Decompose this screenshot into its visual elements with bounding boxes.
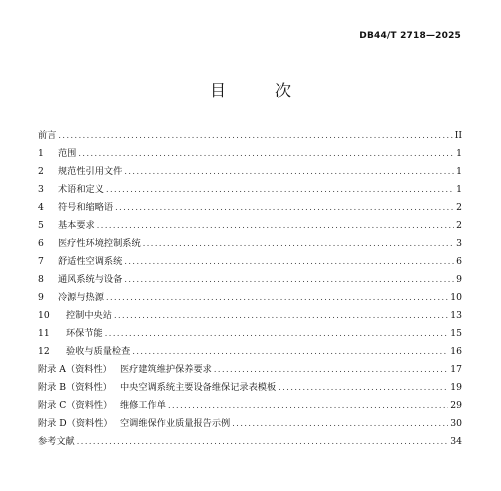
document-code: DB44/T 2718—2025: [359, 31, 461, 41]
toc-label: 验收与质量检查: [66, 346, 131, 357]
toc-label: 控制中央站: [66, 310, 112, 321]
toc-leader: [278, 379, 448, 397]
toc-section-number: 11: [38, 328, 50, 339]
toc-entry-1[interactable]: [38, 145, 462, 163]
toc-appendix-number: 附录 A（资料性）: [38, 364, 112, 375]
toc-page-number: 16: [450, 346, 462, 357]
toc-leader: [214, 361, 448, 379]
toc-section-number: 1: [38, 148, 44, 159]
toc-section-number: 3: [38, 184, 44, 195]
toc-leader: [106, 289, 448, 307]
toc-leader: [115, 199, 454, 217]
toc-page-number: 29: [450, 400, 462, 411]
toc-entry-3[interactable]: [38, 181, 462, 199]
toc-entry-9[interactable]: [38, 289, 462, 307]
toc-entry-12[interactable]: [38, 343, 462, 361]
toc-page-number: 19: [450, 382, 462, 393]
toc-section-number: 4: [38, 202, 44, 213]
toc-leader: [77, 433, 449, 451]
toc-leader: [58, 127, 452, 145]
toc-leader: [124, 163, 454, 181]
toc-entry-7[interactable]: [38, 253, 462, 271]
toc-appendix-number: 附录 D（资料性）: [38, 418, 113, 429]
toc-leader: [232, 415, 448, 433]
toc-label: 医疗性环境控制系统: [58, 238, 141, 249]
toc-label: 术语和定义: [58, 184, 104, 195]
toc-page-number: 9: [456, 274, 462, 285]
toc-leader: [132, 343, 448, 361]
toc-entry-appendix-d[interactable]: [38, 415, 462, 433]
toc-label: 基本要求: [58, 220, 95, 231]
toc-page-number: 13: [450, 310, 462, 321]
toc-section-number: 2: [38, 166, 44, 177]
toc-section-number: 12: [38, 346, 50, 357]
toc-label: 符号和缩略语: [58, 202, 114, 213]
toc-entry-8[interactable]: [38, 271, 462, 289]
toc-page-number: 3: [456, 238, 462, 249]
toc-label: 空调维保作业质量报告示例: [120, 418, 231, 429]
toc-label: 冷源与热源: [58, 292, 104, 303]
toc-leader: [143, 235, 454, 253]
toc-label: 通风系统与设备: [58, 274, 123, 285]
toc-section-number: 5: [38, 220, 44, 231]
toc-appendix-number: 附录 B（资料性）: [38, 382, 112, 393]
toc-leader: [105, 325, 449, 343]
toc-entry-preface[interactable]: [38, 127, 462, 145]
toc-page-number: 34: [450, 436, 462, 447]
toc-entry-appendix-b[interactable]: [38, 379, 462, 397]
toc-section-number: 6: [38, 238, 44, 249]
toc-label: 规范性引用文件: [58, 166, 123, 177]
toc-entry-references[interactable]: [38, 433, 462, 451]
toc-page-number: 10: [450, 292, 462, 303]
page-title: 目 次: [209, 81, 314, 100]
toc-entry-appendix-a[interactable]: [38, 361, 462, 379]
toc-label: 医疗建筑维护保养要求: [120, 364, 212, 375]
toc-leader: [78, 145, 454, 163]
toc-label: 范围: [58, 148, 77, 159]
toc-section-number: 8: [38, 274, 44, 285]
toc-page-number: 30: [450, 418, 462, 429]
toc-leader: [168, 397, 448, 415]
toc-leader: [124, 271, 454, 289]
toc-page-number: 2: [456, 202, 462, 213]
toc-section-number: 7: [38, 256, 44, 267]
toc-label: 参考文献: [38, 436, 75, 447]
toc-leader: [114, 307, 448, 325]
toc-page-number: 1: [456, 166, 462, 177]
toc-entry-4[interactable]: [38, 199, 462, 217]
toc-entry-11[interactable]: [38, 325, 462, 343]
toc-entry-appendix-c[interactable]: [38, 397, 462, 415]
toc-label: 舒适性空调系统: [58, 256, 123, 267]
toc-label: 前言: [38, 130, 57, 141]
toc-entry-6[interactable]: [38, 235, 462, 253]
toc-entry-2[interactable]: [38, 163, 462, 181]
table-of-contents: [38, 127, 462, 451]
toc-leader: [124, 253, 454, 271]
toc-section-number: 9: [38, 292, 44, 303]
toc-leader: [106, 181, 454, 199]
toc-page-number: 1: [456, 148, 462, 159]
toc-entry-5[interactable]: [38, 217, 462, 235]
toc-entry-10[interactable]: [38, 307, 462, 325]
toc-page-number: 17: [450, 364, 462, 375]
toc-page-number: 1: [456, 184, 462, 195]
toc-appendix-number: 附录 C（资料性）: [38, 400, 113, 411]
toc-page-number: 15: [450, 328, 462, 339]
toc-page-number: II: [454, 130, 462, 141]
toc-label: 维修工作单: [120, 400, 166, 411]
toc-section-number: 10: [38, 310, 50, 321]
toc-page-number: 2: [456, 220, 462, 231]
toc-page-number: 6: [456, 256, 462, 267]
toc-label: 环保节能: [66, 328, 103, 339]
toc-leader: [97, 217, 454, 235]
toc-label: 中央空调系统主要设备维保记录表模板: [120, 382, 277, 393]
